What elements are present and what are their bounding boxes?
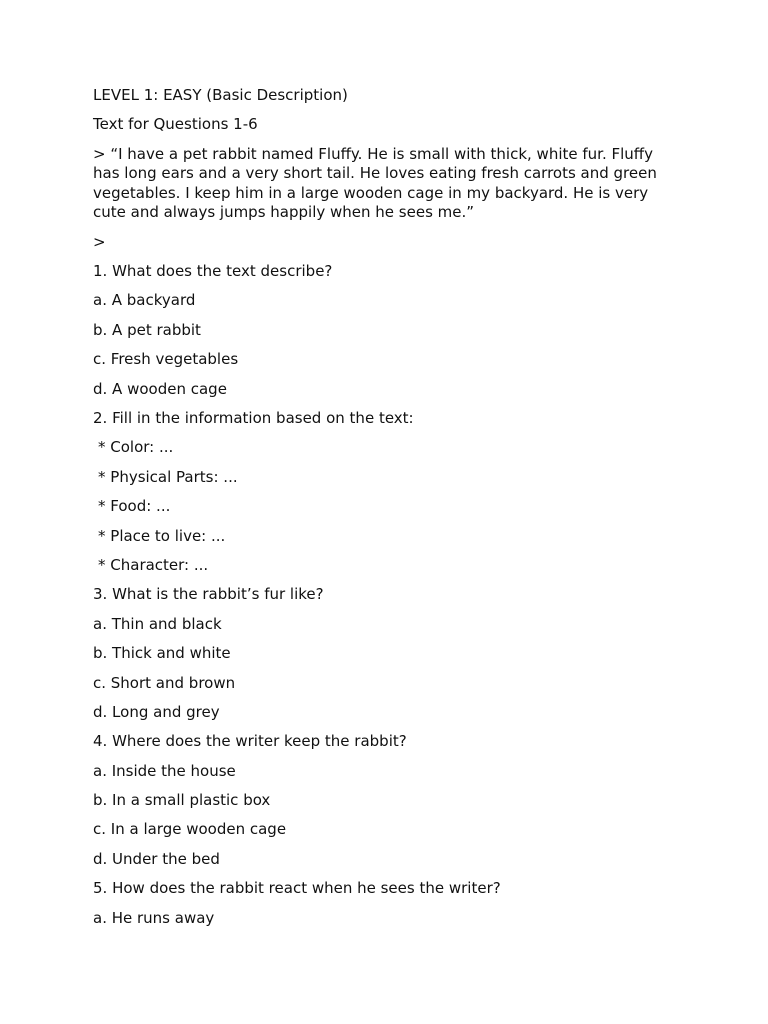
q1-option-c: c. Fresh vegetables: [93, 350, 239, 369]
q3-option-d: d. Long and grey: [93, 702, 220, 721]
q4-option-a: a. Inside the house: [93, 761, 236, 780]
q2-item-color: * Color: ...: [98, 438, 174, 457]
q2-item-physical-parts: * Physical Parts: ...: [98, 467, 238, 486]
q2-item-place: * Place to live: ...: [98, 526, 226, 545]
q5-option-a: a. He runs away: [93, 908, 215, 927]
q4-option-d: d. Under the bed: [93, 849, 220, 868]
question-1: 1. What does the text describe?: [93, 262, 333, 281]
q2-item-food: * Food: ...: [98, 497, 171, 516]
quote-marker: >: [93, 232, 106, 251]
question-3: 3. What is the rabbit’s fur like?: [93, 585, 324, 604]
q4-option-b: b. In a small plastic box: [93, 791, 271, 810]
q4-option-c: c. In a large wooden cage: [93, 820, 287, 839]
document-page: [93, 86, 683, 938]
question-5: 5. How does the rabbit react when he sees the writer?: [93, 879, 501, 898]
level-heading: LEVEL 1: EASY (Basic Description): [93, 86, 348, 104]
question-2: 2. Fill in the information based on the text:: [93, 409, 414, 428]
q3-option-c: c. Short and brown: [93, 673, 236, 692]
q2-item-character: * Character: ...: [98, 555, 209, 574]
q1-option-b: b. A pet rabbit: [93, 320, 201, 339]
q3-option-a: a. Thin and black: [93, 614, 222, 633]
reading-passage: > “I have a pet rabbit named Fluffy. He is small with thick, white fur. Fluffy has long ears and a very short tail. He loves eating fresh carrots and green vegetables. I keep him in a large wooden cage in my backyard. He is very cute and always jumps happily when he sees me.”: [93, 144, 657, 222]
question-4: 4. Where does the writer keep the rabbit?: [93, 732, 407, 751]
q1-option-a: a. A backyard: [93, 291, 196, 310]
text-subheading: Text for Questions 1-6: [93, 115, 258, 134]
q1-option-d: d. A wooden cage: [93, 379, 227, 398]
q3-option-b: b. Thick and white: [93, 644, 231, 663]
